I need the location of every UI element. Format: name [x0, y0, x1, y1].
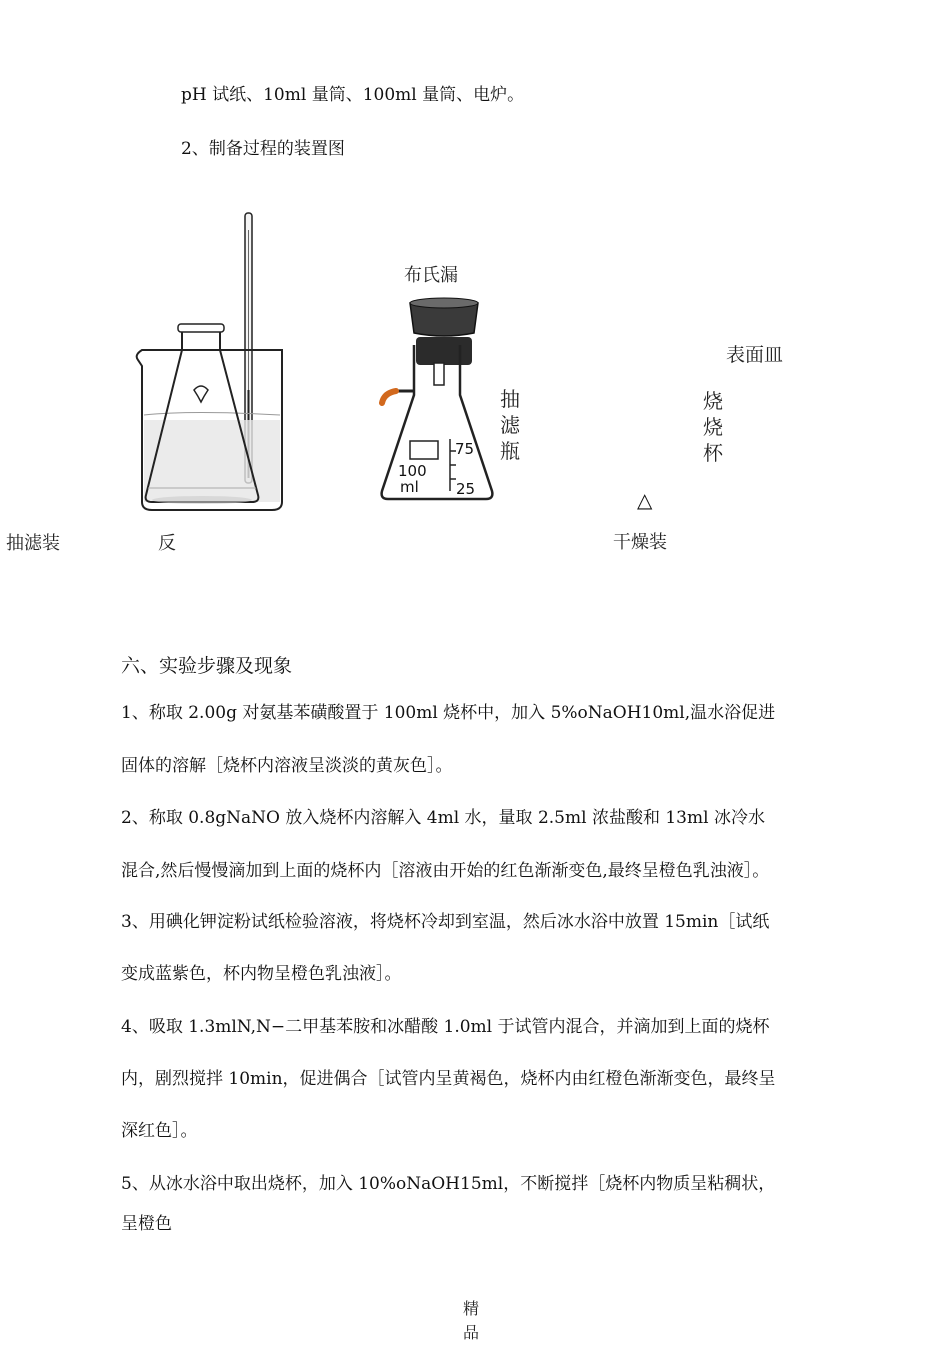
suction-flask-label: 抽滤瓶 [500, 387, 520, 463]
caption-drying-setup: 干燥装 [613, 532, 667, 553]
watch-glass-label: 表面皿 [726, 344, 784, 366]
caption-reaction: 反 [158, 533, 176, 554]
step-line: 深红色］。 [121, 1121, 198, 1141]
flask-scale-75: 75 [455, 440, 475, 458]
step-line: 混合,然后慢慢滴加到上面的烧杯内［溶液由开始的红色渐渐变色,最终呈橙色乳浊液］。 [121, 861, 770, 881]
materials-line: pH 试纸、10ml 量筒、100ml 量筒、电炉。 [181, 85, 525, 105]
beaker-label: 烧烧杯 [703, 389, 723, 465]
caption-suction-setup: 抽滤装 [6, 533, 60, 554]
step-line: 变成蓝紫色，杯内物呈橙色乳浊液］。 [121, 964, 402, 984]
page-footer: 精品 [463, 1299, 480, 1342]
section-title: 六、实验步骤及现象 [121, 655, 293, 677]
step-line: 5、从冰水浴中取出烧杯，加入 10%oNaOH15ml，不断搅拌［烧杯内物质呈粘稠状， [121, 1174, 776, 1194]
suction-filtration-illustration [374, 295, 514, 505]
triangle-icon: △ [637, 488, 653, 512]
step-line: 内，剧烈搅拌 10min，促进偶合［试管内呈黄褐色，烧杯内由红橙色渐渐变色，最终呈 [121, 1069, 776, 1089]
step-line: 3、用碘化钾淀粉试纸检验溶液，将烧杯冷却到室温，然后冰水浴中放置 15min［试纸 [121, 912, 770, 932]
step-line: 呈橙色 [121, 1214, 172, 1234]
reaction-apparatus-illustration [132, 210, 302, 520]
step-line: 固体的溶解［烧杯内溶液呈淡淡的黄灰色］。 [121, 756, 453, 776]
buchner-funnel-label: 布氏漏 [404, 265, 458, 286]
step-line: 1、称取 2.00g 对氨基苯磺酸置于 100ml 烧杯中，加入 5%oNaOH10ml,温水浴促进 [121, 703, 776, 723]
step-line: 2、称取 0.8gNaNO 放入烧杯内溶解入 4ml 水，量取 2.5ml 浓盐酸和 13ml 冰冷水 [121, 808, 765, 828]
step-line: 4、吸取 1.3mlN,N−二甲基苯胺和冰醋酸 1.0ml 于试管内混合，并滴加到上面的烧杯 [121, 1017, 770, 1037]
flask-scale-25: 25 [456, 480, 476, 498]
flask-unit-label: ml [400, 478, 419, 496]
subsection-title: 2、制备过程的装置图 [181, 139, 345, 159]
flask-volume-label: 100 [398, 462, 427, 480]
